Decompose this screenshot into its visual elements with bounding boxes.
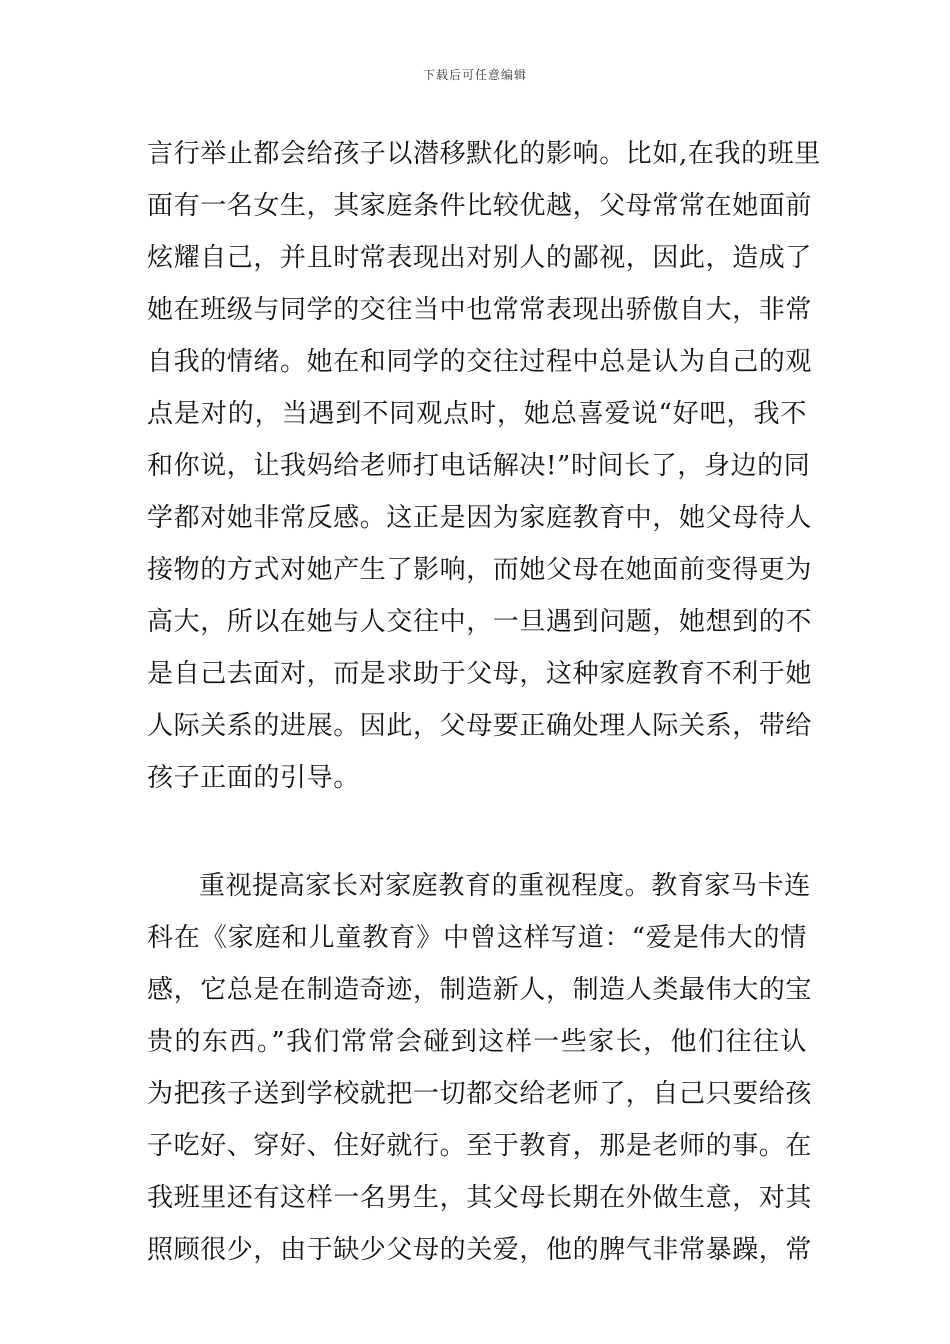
text-line: 点是对的，当遇到不同观点时，她总喜爱说“好吧，我不	[147, 399, 807, 429]
text-line: 学都对她非常反感。这正是因为家庭教育中，她父母待人	[147, 503, 813, 533]
text-line-last: 孩子正面的引导。	[147, 763, 360, 793]
text-line: 科在《家庭和儿童教育》中曾这样写道：“爱是伟大的情	[147, 923, 807, 953]
text-line: 和你说，让我妈给老师打电话解决!”时间长了，身边的同	[147, 451, 811, 481]
text-line: 接物的方式对她产生了影响，而她父母在她面前变得更为	[147, 555, 813, 585]
text-line: 感，它总是在制造奇迹，制造新人，制造人类最伟大的宝	[147, 975, 813, 1005]
text-line: 炫耀自己，并且时常表现出对别人的鄙视，因此，造成了	[147, 243, 813, 273]
text-line: 人际关系的进展。因此，父母要正确处理人际关系，带给	[147, 711, 813, 741]
text-line: 面有一名女生，其家庭条件比较优越，父母常常在她面前	[147, 191, 813, 221]
paragraph-2	[147, 860, 813, 1276]
text-line-first-indented: 重视提高家长对家庭教育的重视程度。教育家马卡连	[199, 871, 811, 901]
document-body	[147, 128, 821, 1276]
text-line: 是自己去面对，而是求助于父母，这种家庭教育不利于她	[147, 659, 813, 689]
text-line: 自我的情绪。她在和同学的交往过程中总是认为自己的观	[147, 347, 813, 377]
header-note: 下载后可任意编辑	[422, 68, 527, 82]
text-line: 我班里还有这样一名男生，其父母长期在外做生意，对其	[147, 1183, 813, 1213]
text-line: 子吃好、穿好、住好就行。至于教育，那是老师的事。在	[147, 1131, 813, 1161]
text-line: 贵的东西。”我们常常会碰到这样一些家长，他们往往认	[147, 1027, 807, 1057]
text-line: 为把孩子送到学校就把一切都交给老师了，自己只要给孩	[147, 1079, 813, 1109]
text-line: 照顾很少，由于缺少父母的关爱，他的脾气非常暴躁，常	[147, 1235, 813, 1265]
text-line: 高大，所以在她与人交往中，一旦遇到问题，她想到的不	[147, 607, 813, 637]
text-line: 她在班级与同学的交往当中也常常表现出骄傲自大，非常	[147, 295, 813, 325]
paragraph-spacer	[147, 804, 807, 860]
paragraph-1	[147, 128, 821, 804]
text-line: 言行举止都会给孩子以潜移默化的影响。比如,在我的班里	[147, 139, 821, 169]
